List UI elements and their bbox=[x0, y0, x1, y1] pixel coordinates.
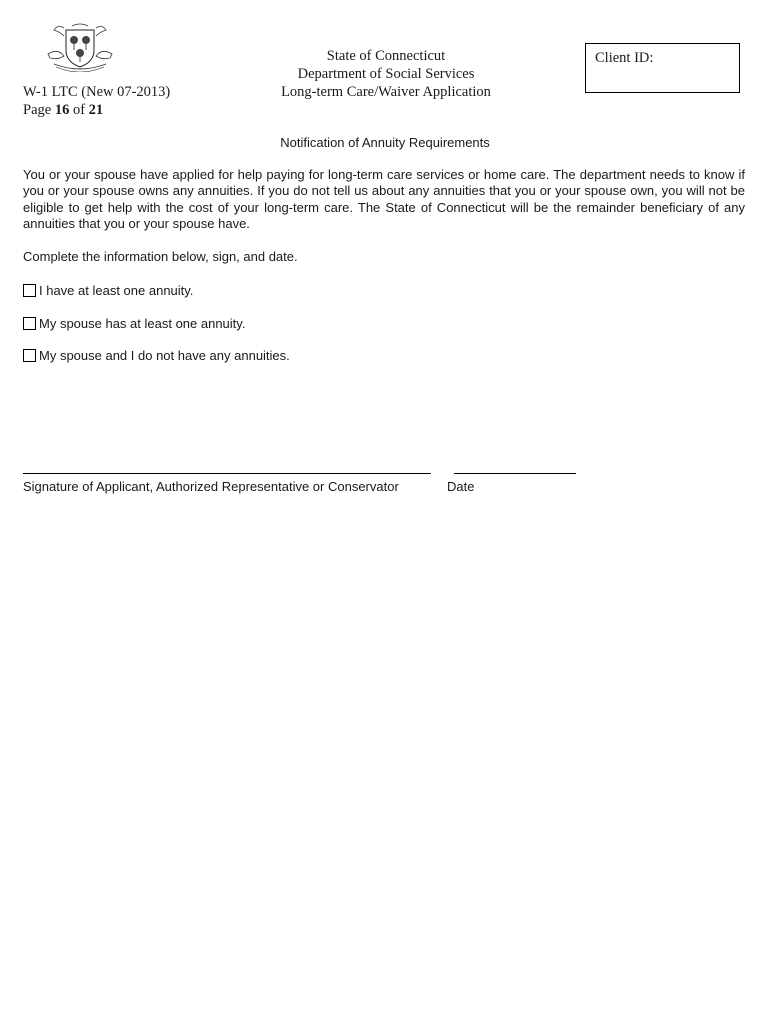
client-id-label: Client ID: bbox=[595, 50, 654, 66]
date-label: Date bbox=[447, 479, 475, 494]
page-current: 16 bbox=[54, 102, 70, 118]
agency-state: State of Connecticut bbox=[326, 48, 446, 64]
checkbox-spouse-annuity[interactable] bbox=[23, 317, 36, 330]
agency-header bbox=[255, 47, 517, 101]
notice-body: You or your spouse have applied for help paying for long-term care services or home care. The department needs to know if you or your spouse owns any annuities. If you do not tell us about any annuities that you or your spouse own, you will not be eligible to get help with the cost of your long-term care. The State of Connecticut will be the remainder beneficiary of any annuities that you or your spouse have. bbox=[23, 167, 745, 232]
page-number bbox=[23, 101, 103, 119]
signature-line[interactable] bbox=[23, 473, 431, 474]
option-spouse-annuity[interactable] bbox=[23, 316, 245, 331]
page-prefix: Page bbox=[23, 102, 52, 118]
option-label: I have at least one annuity. bbox=[39, 283, 194, 298]
option-label: My spouse has at least one annuity. bbox=[39, 316, 246, 331]
state-seal-icon bbox=[44, 22, 116, 72]
option-label: My spouse and I do not have any annuities. bbox=[39, 348, 290, 363]
form-id: W-1 LTC (New 07-2013) bbox=[23, 84, 171, 100]
option-no-annuities[interactable] bbox=[23, 348, 290, 363]
application-title: Long-term Care/Waiver Application bbox=[281, 84, 491, 100]
option-applicant-annuity[interactable] bbox=[23, 283, 193, 298]
checkbox-applicant-annuity[interactable] bbox=[23, 284, 36, 297]
checkbox-no-annuities[interactable] bbox=[23, 349, 36, 362]
notice-title: Notification of Annuity Requirements bbox=[280, 135, 490, 150]
page-total: 21 bbox=[88, 102, 104, 118]
instruction-text: Complete the information below, sign, and date. bbox=[23, 249, 298, 264]
agency-department: Department of Social Services bbox=[297, 66, 475, 82]
client-id-field[interactable] bbox=[585, 43, 740, 93]
signature-label: Signature of Applicant, Authorized Representative or Conservator bbox=[23, 479, 399, 494]
date-line[interactable] bbox=[454, 473, 576, 474]
page-of: of bbox=[72, 102, 86, 118]
